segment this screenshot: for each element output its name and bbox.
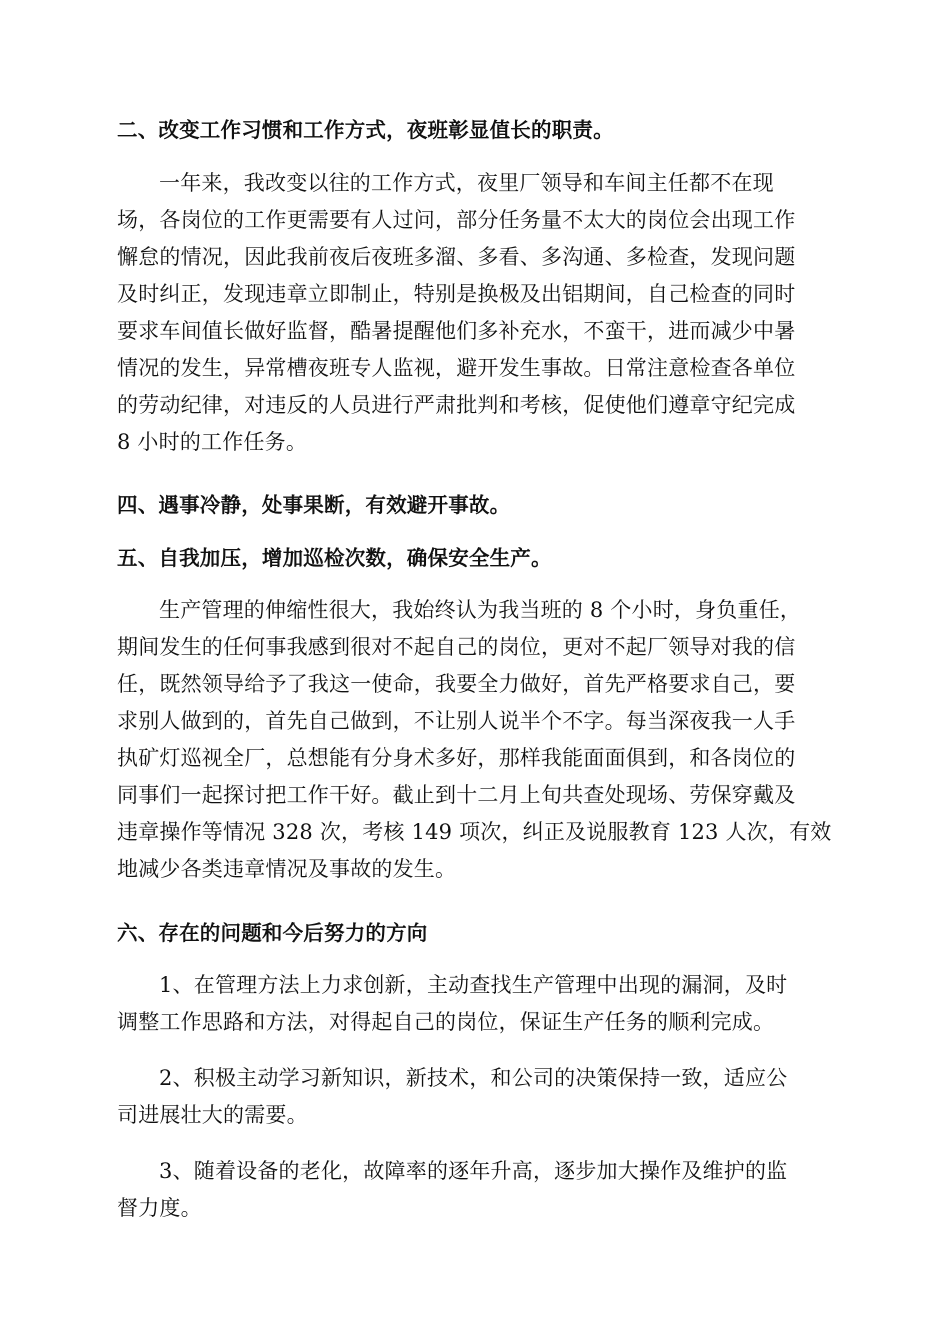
text-line: 生产管理的伸缩性很大，我始终认为我当班的 8 个小时，身负重任， (159, 598, 802, 622)
text-line: 懈怠的情况，因此我前夜后夜班多溜、多看、多沟通、多检查，发现问题 (117, 245, 796, 269)
improvement-item-2 (117, 1060, 833, 1134)
text-line: 期间发生的任何事我感到很对不起自己的岗位，更对不起厂领导对我的信 (117, 635, 796, 659)
text-line: 司进展壮大的需要。 (117, 1103, 308, 1127)
text-line: 2、积极主动学习新知识，新技术，和公司的决策保持一致，适应公 (159, 1066, 788, 1090)
text-line: 一年来，我改变以往的工作方式，夜里厂领导和车间主任都不在现 (159, 171, 774, 195)
improvement-item-3 (117, 1153, 833, 1227)
text-line: 情况的发生，异常槽夜班专人监视，避开发生事故。日常注意检查各单位 (117, 356, 796, 380)
text-line: 的劳动纪律，对违反的人员进行严肃批判和考核，促使他们遵章守纪完成 (117, 393, 796, 417)
text-line: 调整工作思路和方法，对得起自己的岗位，保证生产任务的顺利完成。 (117, 1010, 775, 1034)
improvement-item-1 (117, 967, 833, 1041)
text-line: 要求车间值长做好监督，酷暑提醒他们多补充水，不蛮干，进而减少中暑 (117, 319, 796, 343)
text-line: 及时纠正，发现违章立即制止，特别是换极及出铝期间，自己检查的同时 (117, 282, 796, 306)
text-line: 督力度。 (117, 1196, 202, 1220)
section-heading-6: 六、存在的问题和今后努力的方向 (117, 921, 428, 945)
text-line: 3、随着设备的老化，故障率的逐年升高，逐步加大操作及维护的监 (159, 1159, 788, 1183)
section-2-paragraph (117, 165, 833, 461)
text-line: 同事们一起探讨把工作干好。截止到十二月上旬共查处现场、劳保穿戴及 (117, 783, 796, 807)
text-line: 任，既然领导给予了我这一使命，我要全力做好，首先严格要求自己，要 (117, 672, 796, 696)
text-line: 1、在管理方法上力求创新，主动查找生产管理中出现的漏洞，及时 (159, 973, 788, 997)
text-line: 地减少各类违章情况及事故的发生。 (117, 857, 457, 881)
text-line: 场，各岗位的工作更需要有人过问，部分任务量不太大的岗位会出现工作 (117, 208, 796, 232)
text-line: 求别人做到的，首先自己做到，不让别人说半个不字。每当深夜我一人手 (117, 709, 796, 733)
text-line: 违章操作等情况 328 次，考核 149 项次，纠正及说服教育 123 人次，有效 (117, 820, 832, 844)
text-line: 8 小时的工作任务。 (117, 430, 308, 454)
section-5-paragraph (117, 592, 833, 888)
section-heading-2: 二、改变工作习惯和工作方式，夜班彰显值长的职责。 (117, 118, 614, 142)
section-heading-5: 五、自我加压，增加巡检次数，确保安全生产。 (117, 546, 552, 570)
section-heading-4: 四、遇事冷静，处事果断，有效避开事故。 (117, 493, 511, 517)
text-line: 执矿灯巡视全厂，总想能有分身术多好，那样我能面面俱到，和各岗位的 (117, 746, 796, 770)
